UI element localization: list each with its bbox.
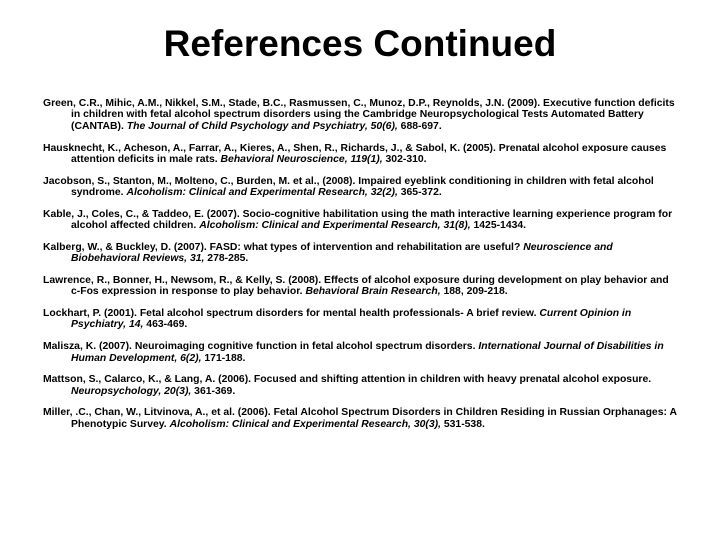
reference-source: Alcoholism: Clinical and Experimental Research, 32(2), xyxy=(126,187,398,199)
reference-item xyxy=(43,275,679,298)
reference-text: Mattson, S., Calarco, K., & Lang, A. (2006). Focused and shifting attention in children with heavy prenatal alcohol exposure. xyxy=(43,374,652,386)
reference-item xyxy=(43,374,679,397)
reference-text: Lawrence, R., Bonner, H., Newsom, R., & Kelly, S. (2008). Effects of alcohol exposure during development on play behavior and c-Fos expression in response to play behavior. xyxy=(43,274,669,298)
slide-title: References Continued xyxy=(163,23,557,64)
reference-text: Kable, J., Coles, C., & Taddeo, E. (2007). Socio-cognitive habilitation using the math interactive learning experience program for alcohol affected children. xyxy=(43,208,673,232)
reference-pages: 171-188. xyxy=(201,352,246,364)
reference-pages: 531-538. xyxy=(440,418,485,430)
reference-pages: 361-369. xyxy=(191,385,236,397)
reference-text: Malisza, K. (2007). Neuroimaging cognitive function in fetal alcohol spectrum disorders. xyxy=(43,341,479,353)
reference-pages: 188, 209-218. xyxy=(440,286,508,298)
reference-source: Alcoholism: Clinical and Experimental Research, 30(3), xyxy=(169,418,441,430)
reference-source: Behavioral Brain Research, xyxy=(305,286,441,298)
reference-text: Green, C.R., Mihic, A.M., Nikkel, S.M., Stade, B.C., Rasmussen, C., Munoz, D.P., Reynolds, J.N. (2009). Executive function deficits in children with fetal alcohol spectrum disorders using the Cambridge Neuropsychological Tests Automated Battery (CANTAB). xyxy=(43,98,675,132)
reference-source: Neuropsychology, 20(3), xyxy=(71,385,192,397)
reference-text: Jacobson, S., Stanton, M., Molteno, C., Burden, M. et al., (2008). Impaired eyeblink conditioning in children with fetal alcohol syndrome. xyxy=(43,175,654,199)
reference-source: Neuroscience and Biobehavioral Reviews, 31, xyxy=(71,241,613,265)
reference-item xyxy=(43,143,679,166)
reference-text: Lockhart, P. (2001). Fetal alcohol spectrum disorders for mental health professionals- A brief review. xyxy=(43,308,540,320)
reference-source: Alcoholism: Clinical and Experimental Research, 31(8), xyxy=(199,220,471,232)
reference-item xyxy=(43,308,679,331)
reference-pages: 278-285. xyxy=(204,253,249,265)
reference-item xyxy=(43,242,679,265)
reference-item xyxy=(43,209,679,232)
reference-text: Kalberg, W., & Buckley, D. (2007). FASD: what types of intervention and rehabilitation are useful? xyxy=(43,241,524,253)
reference-item xyxy=(43,407,679,430)
reference-item xyxy=(43,341,679,364)
reference-pages: 365-372. xyxy=(397,187,442,199)
reference-text: Hausknecht, K., Acheson, A., Farrar, A., Kieres, A., Shen, R., Richards, J., & Sabol, K. (2005). Prenatal alcohol exposure causes attention deficits in male rats. xyxy=(43,142,667,165)
reference-list xyxy=(43,98,679,441)
reference-text: Miller, .C., Chan, W., Litvinova, A., et al. (2006). Fetal Alcohol Spectrum Disorders in Children Residing in Russian Orphanages: A Phenotypic Survey. xyxy=(43,407,677,430)
reference-item xyxy=(43,98,679,132)
reference-source: International Journal of Disabilities in Human Development, 6(2), xyxy=(71,341,664,364)
reference-source: Current Opinion in Psychiatry, 14, xyxy=(71,308,632,331)
reference-source: The Journal of Child Psychology and Psychiatry, 50(6), xyxy=(126,120,398,132)
reference-source: Behavioral Neuroscience, 119(1), xyxy=(220,153,383,165)
reference-pages: 688-697. xyxy=(397,120,442,132)
reference-pages: 302-310. xyxy=(382,153,427,165)
reference-pages: 463-469. xyxy=(143,319,188,331)
reference-pages: 1425-1434. xyxy=(470,220,527,232)
reference-item xyxy=(43,176,679,199)
